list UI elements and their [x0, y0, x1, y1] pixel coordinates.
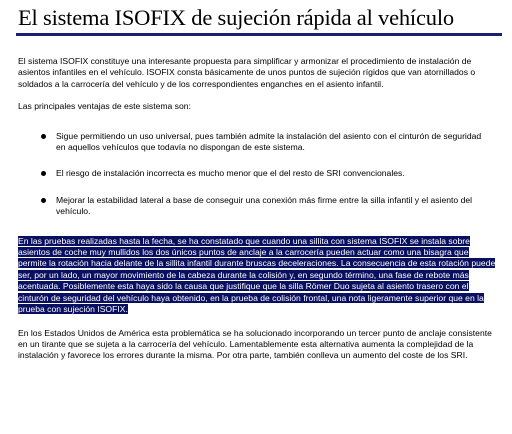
bullet-dot-icon — [41, 198, 46, 203]
intro-paragraph[interactable]: El sistema ISOFIX constituye una interesante propuesta para simplificar y armonizar el procedimiento de instalación de asientos infantiles en el vehículo. ISOFIX consta básicamente de unos puntos de sujeción rígidos que van atornillados o soldados a la carrocería del vehículo y de los correspondientes enganches en el asiento infantil. — [18, 56, 476, 89]
list-item[interactable] — [56, 195, 498, 218]
advantages-list — [18, 131, 498, 218]
list-item-text: Sigue permitiendo un uso universal, pues también admite la instalación del asiento con el cinturón de seguridad en aquellos vehículos que todavía no dispongan de este sistema. — [56, 130, 482, 153]
bullet-dot-icon — [41, 134, 46, 139]
page-title: El sistema ISOFIX de sujeción rápida al vehículo — [18, 5, 454, 30]
selected-text[interactable]: En las pruebas realizadas hasta la fecha, se ha constatado que cuando una sillita con sistema ISOFIX se instala sobre asientos de coche muy mullidos los dos únicos puntos de anclaje a la carrocería pueden actuar como una bisagra que permite la rotación hacia delante de la sillita infantil durante bruscas deceleraciones. La consecuencia de esta rotación puede ser, por un lado, un mayor movimiento de la cabeza durante la colisión y, en segundo término, una fase de rebote más acentuada. Posiblemente esta haya sido la causa que justifique que la silla Römer Duo sujeta al asiento trasero con el cinturón de seguridad del vehículo haya obtenido, en la prueba de colisión frontal, una nota ligeramente superior que en la prueba con sujeción ISOFIX. — [18, 235, 496, 315]
advantages-heading[interactable]: Las principales ventajas de este sistema son: — [18, 101, 191, 112]
bullet-dot-icon — [41, 171, 46, 176]
closing-paragraph[interactable]: En los Estados Unidos de América esta problemática se ha solucionado incorporando un tercer punto de anclaje consistente en un tirante que se sujeta a la carrocería del vehículo. Lamentablemente esta alternativa aumenta la complejidad de la instalación y favorece los errores durante la misma. Por otra parte, también conlleva un aumento del coste de los SRI. — [18, 327, 492, 361]
list-item[interactable] — [56, 168, 498, 179]
title-underline — [16, 33, 502, 36]
list-item[interactable] — [56, 131, 498, 154]
selected-paragraph[interactable] — [18, 236, 498, 316]
list-item-text: Mejorar la estabilidad lateral a base de conseguir una conexión más firme entre la silla infantil y el asiento del vehículo. — [56, 194, 473, 217]
list-item-text: El riesgo de instalación incorrecta es mucho menor que el del resto de SRI convencionales. — [56, 168, 405, 179]
